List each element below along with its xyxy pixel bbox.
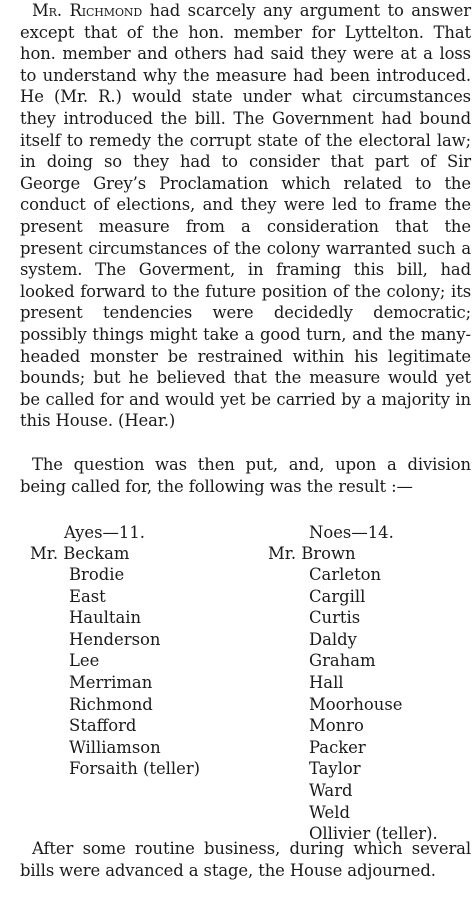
noes-member: Ollivier (teller). <box>309 824 438 844</box>
noes-member: Taylor <box>309 759 361 779</box>
ayes-first-member: Mr. Beckam <box>30 544 130 563</box>
noes-member: Weld <box>309 802 350 822</box>
ayes-member: Williamson <box>69 737 161 757</box>
ayes-list <box>69 564 200 780</box>
noes-member: Moorhouse <box>309 694 403 714</box>
ayes-member: Brodie <box>69 565 125 584</box>
noes-member: Ward <box>309 780 353 800</box>
noes-member: Daldy <box>309 629 357 649</box>
ayes-member: Henderson <box>69 629 161 649</box>
noes-member: Hall <box>309 672 344 692</box>
closing-paragraph: After some routine business, during which several bills were advanced a stage, the House adjourned. <box>20 839 471 880</box>
noes-member: Monro <box>309 716 364 736</box>
noes-member: Cargill <box>309 586 366 606</box>
noes-member: Carleton <box>309 565 382 584</box>
speech-text: had scarcely any argument to answer except that of the hon. member for Lyttelton. That hon. member and others had said they were at a loss to understand why the measure had been introduced. He (Mr. R.) would state under what circumstances they introduced the bill. The Government had bound itself to remedy the corrupt state of the electoral law; in doing so they had to consider that part of Sir George Grey’s Proclamation which related to the conduct of elections, and they were led to frame the present measure from a consideration that the present circumstances of the colony warranted such a system. The Goverment, in framing this bill, had looked forward to the future position of the colony; its present tendencies were decidedly democratic; possibly things might take a good turn, and the many-headed monster be restrained within his legitimate bounds; but he believed that the measure would yet be called for and would yet be carried by a majority in this House. (Hear.) <box>20 1 471 431</box>
noes-list <box>309 564 438 845</box>
ayes-member: Stafford <box>69 716 137 736</box>
noes-member: Curtis <box>309 608 361 628</box>
ayes-member: East <box>69 586 106 606</box>
noes-member: Graham <box>309 651 376 671</box>
noes-first-member: Mr. Brown <box>268 544 356 563</box>
ayes-member: Haultain <box>69 608 142 628</box>
noes-heading: Noes—14. <box>309 523 394 542</box>
division-intro: The question was then put, and, upon a division being called for, the following was the result :— <box>20 455 471 496</box>
ayes-member: Forsaith (teller) <box>69 759 201 779</box>
ayes-member: Lee <box>69 651 100 671</box>
ayes-heading: Ayes—11. <box>64 523 146 542</box>
ayes-member: Merriman <box>69 672 153 692</box>
noes-member: Packer <box>309 737 366 757</box>
speaker-name: Mr. Richmond <box>32 1 143 20</box>
speech-paragraph <box>20 0 471 432</box>
ayes-member: Richmond <box>69 694 153 714</box>
